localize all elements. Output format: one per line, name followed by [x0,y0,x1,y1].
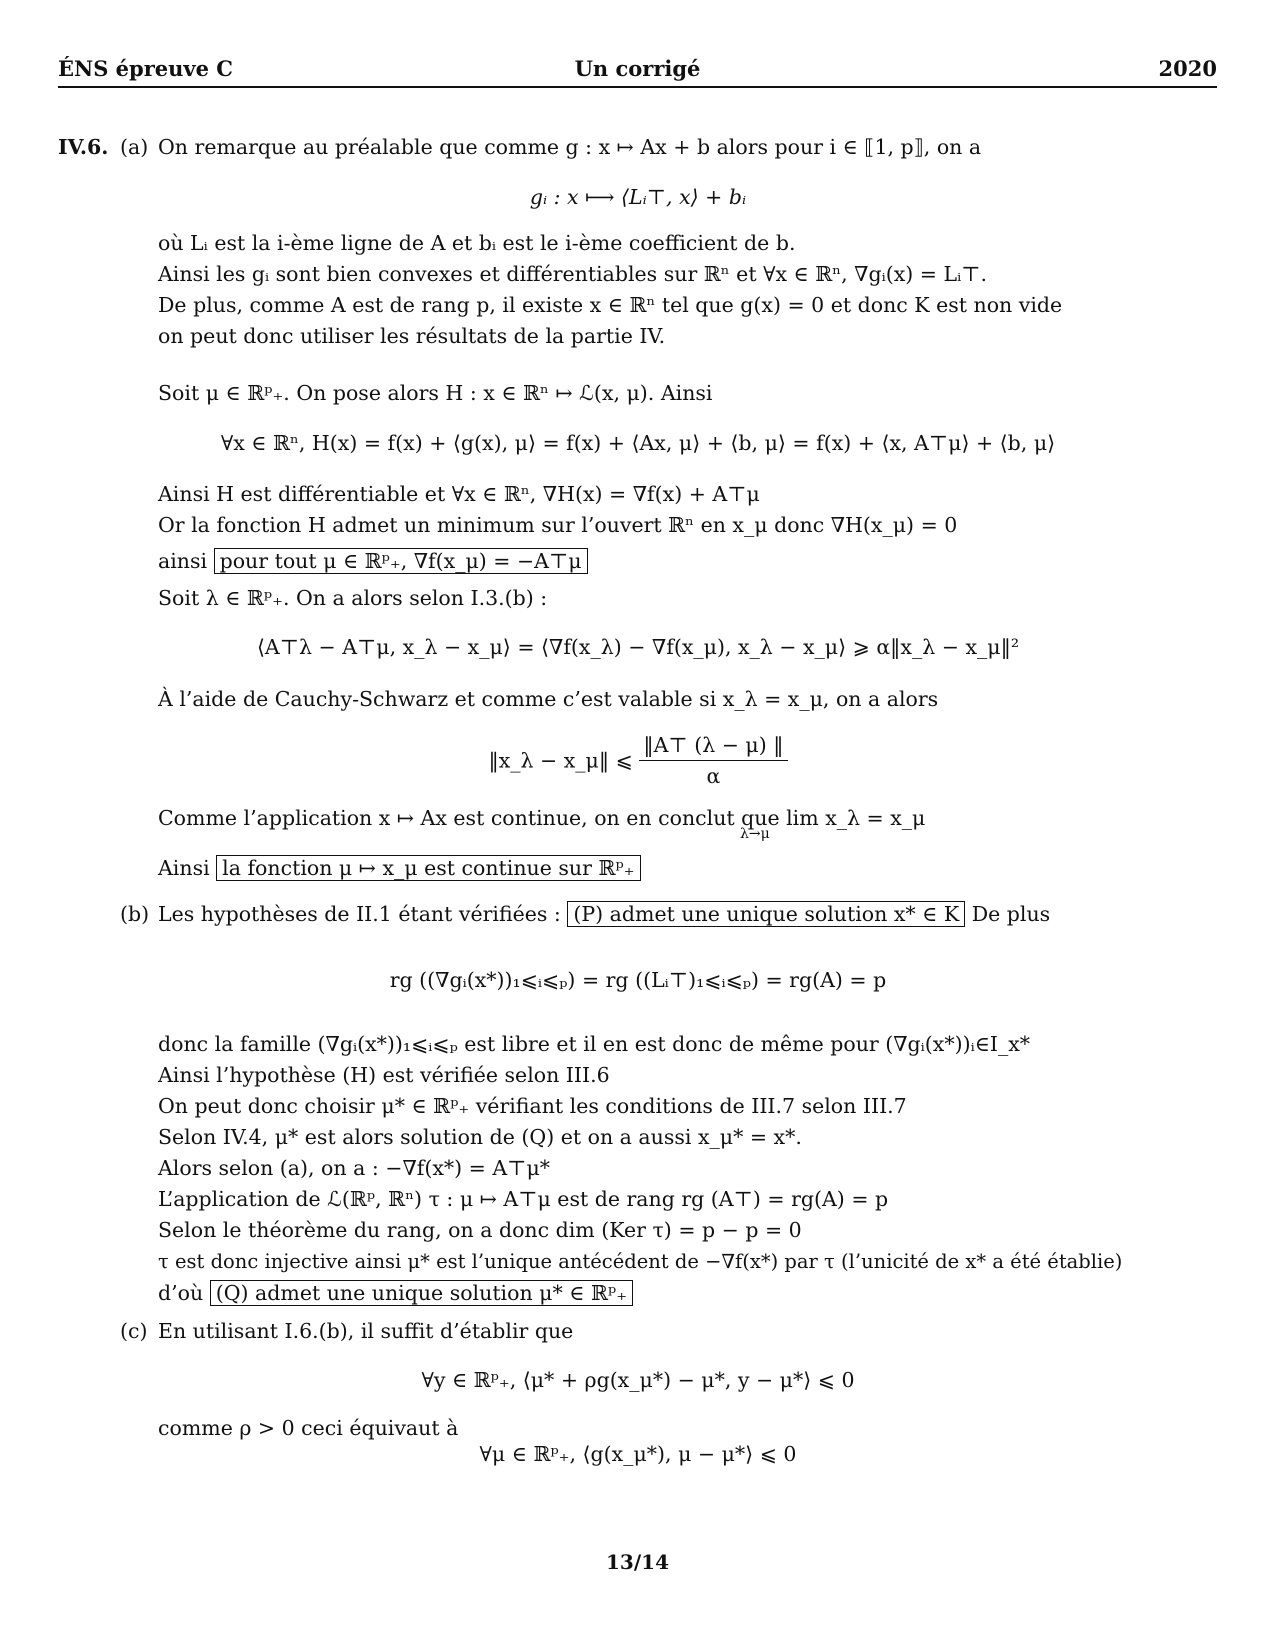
part-a-eq-4-numerator: ‖A⊤ (λ − μ) ‖ [639,730,787,761]
part-a-line-2: où Lᵢ est la i-ème ligne de A et bᵢ est le i-ème coefficient de b. [158,231,796,255]
part-b-label: (b) [120,902,150,926]
part-a-line-9-prefix: ainsi [158,549,208,573]
header-right: 2020 [1158,56,1217,81]
part-a-eq-4-denominator: α [706,764,721,788]
part-b-line-3: Ainsi l’hypothèse (H) est vérifiée selon III.6 [158,1063,610,1087]
page-header [58,52,1217,88]
part-b-line-10-prefix: d’où [158,1281,204,1305]
part-b-line-1-prefix: Les hypothèses de II.1 étant vérifiées : [158,902,561,926]
part-b-result-1-box: (P) admet une unique solution x* ∈ K [567,901,965,927]
part-b-line-2: donc la famille (∇gᵢ(x*))₁⩽ᵢ⩽ₚ est libre et il en est donc de même pour (∇gᵢ(x*))ᵢ∈I_x* [158,1032,1031,1056]
part-a-limit-subscript: λ→μ [740,826,770,842]
part-a-label: (a) [120,135,149,159]
part-c-eq-2: ∀μ ∈ ℝᵖ₊, ⟨g(x_μ*), μ − μ*⟩ ⩽ 0 [479,1442,797,1466]
part-a-result-2-box: la fonction μ ↦ x_μ est continue sur ℝᵖ₊ [216,855,640,881]
part-c-label: (c) [120,1319,148,1343]
part-c-eq-1: ∀y ∈ ℝᵖ₊, ⟨μ* + ρg(x_μ*) − μ*, y − μ*⟩ ⩽ 0 [421,1368,855,1392]
part-b-result-2-box: (Q) admet une unique solution μ* ∈ ℝᵖ₊ [210,1280,633,1306]
part-a-eq-4 [58,730,1218,791]
question-number: IV.6. [58,135,109,159]
part-a-eq-2: ∀x ∈ ℝⁿ, H(x) = f(x) + ⟨g(x), μ⟩ = f(x) + ⟨Ax, μ⟩ + ⟨b, μ⟩ = f(x) + ⟨x, A⊤μ⟩ + ⟨b, μ⟩ [220,431,1056,455]
part-b-line-5: Selon IV.4, μ* est alors solution de (Q) et on a aussi x_μ* = x*. [158,1125,802,1149]
part-b-line-4: On peut donc choisir μ* ∈ ℝᵖ₊ vérifiant les conditions de III.7 selon III.7 [158,1094,907,1118]
part-a-eq-4-left: ‖x_λ − x_μ‖ ⩽ [488,748,633,773]
part-a-line-1: On remarque au préalable que comme g : x ↦ Ax + b alors pour i ∈ ⟦1, p⟧, on a [158,135,982,159]
header-left: ÉNS épreuve C [58,56,234,81]
part-a-line-13 [158,853,641,885]
part-a-line-12: Comme l’application x ↦ Ax est continue, on en conclut que lim x_λ = x_μ [158,806,926,830]
part-b-eq-1: rg ((∇gᵢ(x*))₁⩽ᵢ⩽ₚ) = rg ((Lᵢ⊤)₁⩽ᵢ⩽ₚ) = rg(A) = p [389,968,887,992]
part-b-line-1 [158,899,1050,931]
page-number: 13/14 [606,1550,669,1574]
part-c-line-1: En utilisant I.6.(b), il suffit d’établir que [158,1319,574,1343]
part-b-line-10 [158,1278,633,1310]
part-a-line-5: on peut donc utiliser les résultats de la partie IV. [158,324,666,348]
part-a-eq-1: gᵢ : x ⟼ ⟨Lᵢ⊤, x⟩ + bᵢ [529,185,747,209]
part-c-line-2: comme ρ > 0 ceci équivaut à [158,1416,459,1440]
part-a-line-9 [158,546,588,578]
part-a-line-13-prefix: Ainsi [158,856,210,880]
part-a-line-7: Ainsi H est différentiable et ∀x ∈ ℝⁿ, ∇H(x) = ∇f(x) + A⊤μ [158,482,760,506]
part-a-eq-4-fraction [639,730,787,791]
part-b-line-1-suffix: De plus [971,902,1051,926]
part-a-result-1-box: pour tout μ ∈ ℝᵖ₊, ∇f(x_μ) = −A⊤μ [214,548,588,574]
part-a-line-8: Or la fonction H admet un minimum sur l’ouvert ℝⁿ en x_μ donc ∇H(x_μ) = 0 [158,513,958,537]
part-b-line-6: Alors selon (a), on a : −∇f(x*) = A⊤μ* [158,1156,551,1180]
header-center: Un corrigé [574,56,701,81]
part-a-line-6: Soit μ ∈ ℝᵖ₊. On pose alors H : x ∈ ℝⁿ ↦ ℒ(x, μ). Ainsi [158,381,713,405]
part-b-line-7: L’application de ℒ(ℝᵖ, ℝⁿ) τ : μ ↦ A⊤μ est de rang rg (A⊤) = rg(A) = p [158,1187,889,1211]
part-a-eq-3: ⟨A⊤λ − A⊤μ, x_λ − x_μ⟩ = ⟨∇f(x_λ) − ∇f(x_μ), x_λ − x_μ⟩ ⩾ α‖x_λ − x_μ‖² [256,635,1020,659]
part-a-line-11: À l’aide de Cauchy-Schwarz et comme c’est valable si x_λ = x_μ, on a alors [158,687,939,711]
part-a-line-10: Soit λ ∈ ℝᵖ₊. On a alors selon I.3.(b) : [158,586,548,610]
part-a-line-3: Ainsi les gᵢ sont bien convexes et différentiables sur ℝⁿ et ∀x ∈ ℝⁿ, ∇gᵢ(x) = Lᵢ⊤. [158,262,988,286]
part-b-line-9: τ est donc injective ainsi μ* est l’unique antécédent de −∇f(x*) par τ (l’unicité de x* a été établie) [158,1250,1123,1273]
part-b-line-8: Selon le théorème du rang, on a donc dim (Ker τ) = p − p = 0 [158,1218,802,1242]
part-a-line-4: De plus, comme A est de rang p, il existe x ∈ ℝⁿ tel que g(x) = 0 et donc K est non vide [158,293,1063,317]
